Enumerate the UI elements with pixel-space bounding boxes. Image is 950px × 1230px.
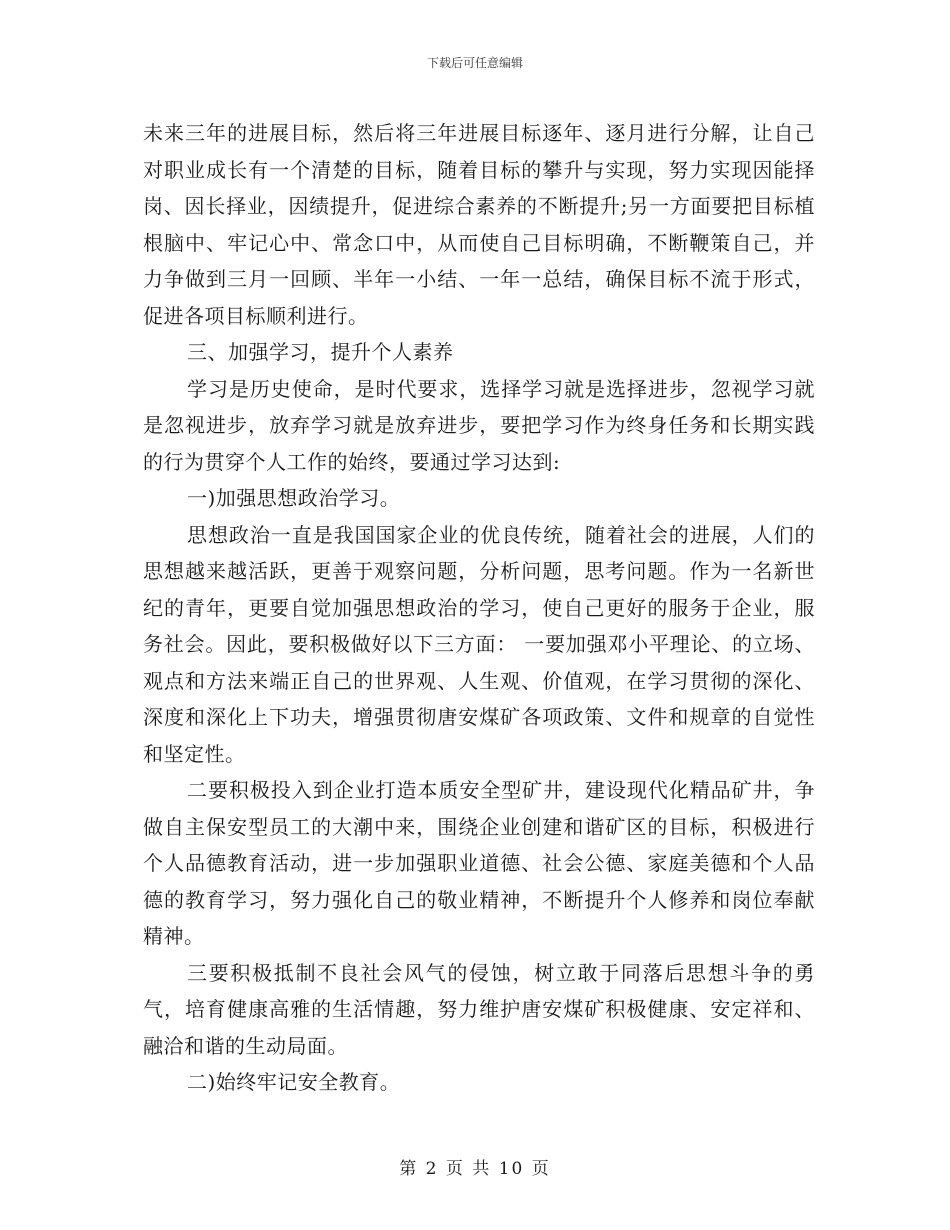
document-body: [143, 115, 815, 1101]
subsection-heading: 一)加强思想政治学习。: [187, 486, 401, 510]
paragraph-political-study: 思想政治一直是我国国家企业的优良传统，随着社会的进展，人们的思想越来越活跃，更善于观察问题，分析问题，思考问题。作为一名新世纪的青年，更要自觉加强思想政治的学习，使自己更好的服务于企业，服务社会。因此，要积极做好以下三方面： 一要加强邓小平理论、的立场、观点和方法来端正自己的世界观、人生观、价值观，在学习贯彻的深化、深度和深化上下功夫，增强贯彻唐安煤矿各项政策、文件和规章的自觉性和坚定性。: [143, 522, 815, 766]
paragraph-learning-intro: 学习是历史使命，是时代要求，选择学习就是选择进步，忽视学习就是忽视进步，放弃学习就是放弃进步，要把学习作为终身任务和长期实践的行为贯穿个人工作的始终，要通过学习达到:: [143, 376, 815, 474]
page-header: 下载后可任意编辑: [426, 56, 523, 70]
paragraph-continuation: 未来三年的进展目标，然后将三年进展目标逐年、逐月进行分解，让自己对职业成长有一个清楚的目标，随着目标的攀升与实现，努力实现因能择岗、因长择业，因绩提升，促进综合素养的不断提升;另一方面要把目标植根脑中、牢记心中、常念口中，从而使自己目标明确，不断鞭策自己，并力争做到三月一回顾、半年一小结、一年一总结，确保目标不流于形式，促进各项目标顺利进行。: [143, 121, 815, 328]
page-number: 第 2 页 共 10 页: [399, 1159, 551, 1179]
section-heading: 三、加强学习，提升个人素养: [187, 340, 454, 364]
subsection-heading: 二)始终牢记安全教育。: [187, 1070, 401, 1094]
paragraph-third-point: 三要积极抵制不良社会风气的侵蚀，树立敢于同落后思想斗争的勇气，培育健康高雅的生活情趣，努力维护唐安煤矿积极健康、安定祥和、融洽和谐的生动局面。: [143, 960, 815, 1058]
paragraph-second-point: 二要积极投入到企业打造本质安全型矿井，建设现代化精品矿井，争做自主保安型员工的大潮中来，围绕企业创建和谐矿区的目标，积极进行个人品德教育活动，进一步加强职业道德、社会公德、家庭美德和个人品德的教育学习，努力强化自己的敬业精神，不断提升个人修养和岗位奉献精神。: [143, 778, 815, 948]
